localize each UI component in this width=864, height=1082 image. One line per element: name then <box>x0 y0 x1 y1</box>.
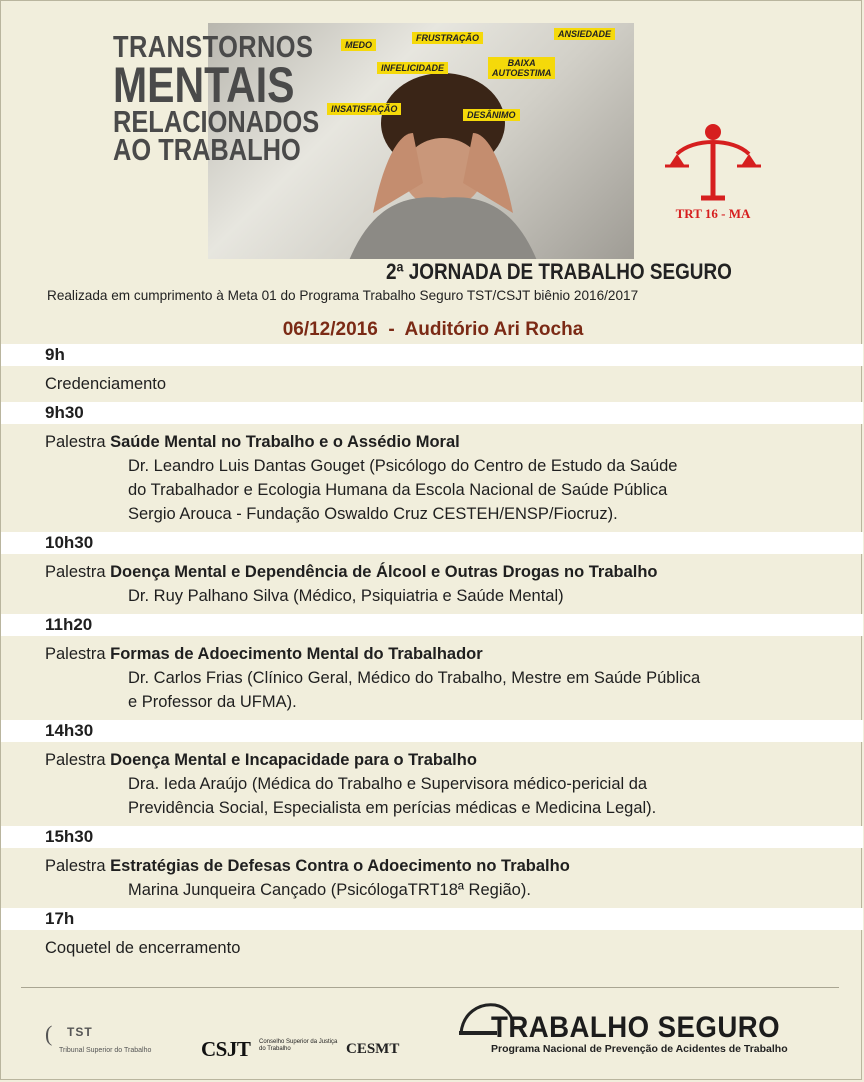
schedule-item <box>1 636 863 720</box>
talk-topic: Formas de Adoecimento Mental do Trabalhador <box>110 645 483 663</box>
tag-medo: MEDO <box>341 39 376 51</box>
speaker-desc <box>45 666 863 714</box>
date-location: 06/12/2016 - Auditório Ari Rocha <box>282 319 584 340</box>
tag-frustracao: FRUSTRAÇÃO <box>412 32 483 44</box>
tag-baixa-autoestima <box>488 57 555 79</box>
event-title: 2ª JORNADA DE TRABALHO SEGURO <box>386 259 732 284</box>
trabalho-seguro-name: TRABALHO SEGURO <box>491 1011 781 1044</box>
speaker-line: Marina Junqueira Cançado (PsicólogaTRT18ª Região). <box>128 881 531 899</box>
tst-mark-icon: ( <box>45 1021 53 1046</box>
tst-name: TST <box>67 1025 93 1039</box>
schedule-item <box>1 848 863 908</box>
tag-desanimo: DESÂNIMO <box>463 109 520 121</box>
time-slot: 9h30 <box>1 402 863 424</box>
speaker-line: Dra. Ieda Araújo (Médica do Trabalho e Supervisora médico-pericial da <box>128 775 648 793</box>
time-slot: 10h30 <box>1 532 863 554</box>
schedule <box>1 344 863 966</box>
trt-logo-label: TRT 16 - MA <box>675 206 751 221</box>
poster-title <box>113 29 320 168</box>
speaker-desc <box>45 878 863 902</box>
speaker-desc <box>45 772 863 820</box>
talk-topic: Doença Mental e Incapacidade para o Trabalho <box>110 751 477 769</box>
trabalho-seguro-subtitle: Programa Nacional de Prevenção de Acidentes de Trabalho <box>491 1043 788 1055</box>
title-line-2: MENTAIS <box>113 56 295 113</box>
tag-autoestima: AUTOESTIMA <box>492 68 552 78</box>
time-slot: 14h30 <box>1 720 863 742</box>
schedule-item <box>1 366 863 402</box>
talk-prefix: Palestra <box>45 645 111 663</box>
speaker-line: Dr. Carlos Frias (Clínico Geral, Médico do Trabalho, Mestre em Saúde Pública <box>128 669 701 687</box>
talk-topic: Doença Mental e Dependência de Álcool e Outras Drogas no Trabalho <box>110 563 658 581</box>
talk-topic: Estratégias de Defesas Contra o Adoecimento no Trabalho <box>110 857 570 875</box>
speaker-line: e Professor da UFMA). <box>128 693 297 711</box>
csjt-mark: CSJT <box>201 1037 251 1061</box>
title-line-1: TRANSTORNOS <box>113 29 314 64</box>
footer-divider <box>21 987 839 988</box>
talk-prefix: Palestra <box>45 857 111 875</box>
time-slot: 9h <box>1 344 863 366</box>
speaker-line: Sergio Arouca - Fundação Oswaldo Cruz CESTEH/ENSP/Fiocruz). <box>128 505 618 523</box>
event-meta: Realizada em cumprimento à Meta 01 do Programa Trabalho Seguro TST/CSJT biênio 2016/2017 <box>47 288 639 303</box>
speaker-line: Dr. Ruy Palhano Silva (Médico, Psiquiatria e Saúde Mental) <box>128 587 564 605</box>
title-line-3: RELACIONADOS <box>113 103 320 139</box>
trabalho-seguro-logo <box>457 997 827 1057</box>
tag-ansiedade: ANSIEDADE <box>554 28 615 40</box>
tst-full-name: Tribunal Superior do Trabalho <box>59 1047 152 1054</box>
tag-insatisfacao: INSATISFAÇÃO <box>327 103 401 115</box>
speaker-desc <box>45 454 863 526</box>
schedule-plain: Coquetel de encerramento <box>45 939 241 957</box>
schedule-item <box>1 930 863 966</box>
schedule-item <box>1 742 863 826</box>
talk-prefix: Palestra <box>45 751 111 769</box>
speaker-line: Previdência Social, Especialista em perícias médicas e Medicina Legal). <box>128 799 657 817</box>
schedule-plain: Credenciamento <box>45 375 167 393</box>
tst-logo <box>45 1021 195 1059</box>
tag-baixa: BAIXA <box>507 58 536 68</box>
stressed-man-illustration <box>328 63 558 259</box>
speaker-line: Dr. Leandro Luis Dantas Gouget (Psicólogo do Centro de Estudo da Saúde <box>128 457 678 475</box>
csjt-full-name: Conselho Superior da Justiça do Trabalho <box>259 1039 338 1052</box>
speaker-line: do Trabalhador e Ecologia Humana da Escola Nacional de Saúde Pública <box>128 481 668 499</box>
talk-prefix: Palestra <box>45 563 111 581</box>
time-slot: 17h <box>1 908 863 930</box>
talk-prefix: Palestra <box>45 433 111 451</box>
schedule-item <box>1 424 863 532</box>
tag-infelicidade: INFELICIDADE <box>377 62 448 74</box>
cesmt-logo: CESMT <box>346 1041 400 1057</box>
schedule-item <box>1 554 863 614</box>
talk-topic: Saúde Mental no Trabalho e o Assédio Moral <box>110 433 460 451</box>
speaker-desc <box>45 584 863 608</box>
time-slot: 15h30 <box>1 826 863 848</box>
time-slot: 11h20 <box>1 614 863 636</box>
title-line-4: AO TRABALHO <box>113 132 301 168</box>
